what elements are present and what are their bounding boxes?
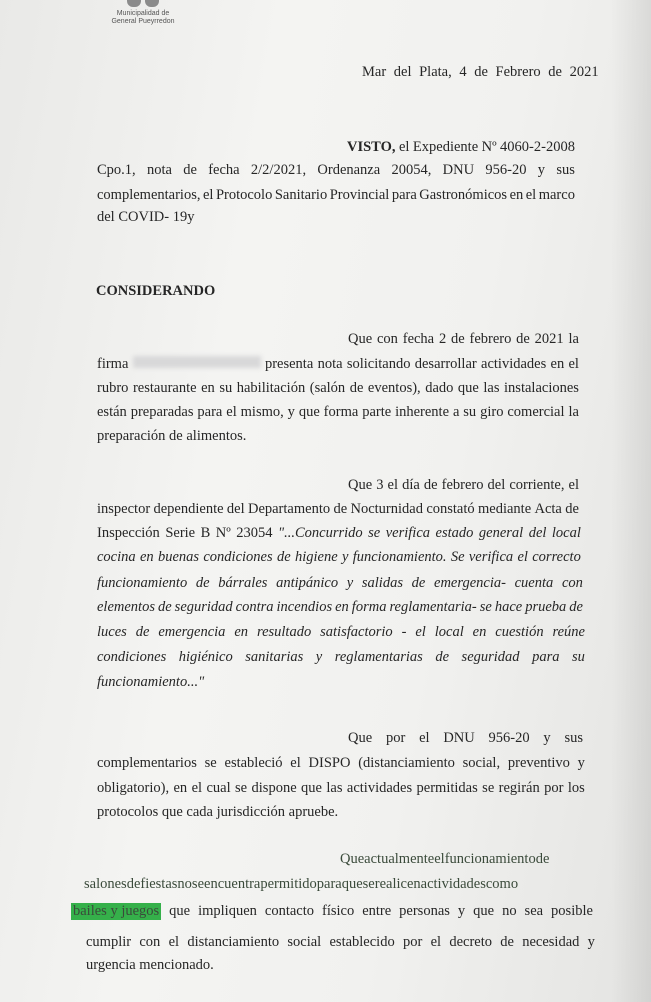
word: el xyxy=(202,187,214,203)
paragraph3-line-1 xyxy=(348,730,583,747)
word: en xyxy=(472,624,487,640)
word: 2 xyxy=(438,331,447,347)
word: se xyxy=(479,599,492,615)
word: y xyxy=(287,404,295,420)
word: entre xyxy=(362,903,392,919)
word: no xyxy=(177,876,192,892)
word: y xyxy=(587,934,595,950)
word: complementarios, xyxy=(97,187,201,203)
word: corriente, xyxy=(509,477,565,493)
word: día xyxy=(402,477,420,493)
paragraph1-line-2 xyxy=(97,356,579,373)
word: eventos), xyxy=(367,380,421,396)
paragraph3-line-2 xyxy=(97,755,585,772)
word: verifica xyxy=(468,549,514,565)
visto-line-3 xyxy=(97,187,575,204)
word: reglamentarias xyxy=(334,649,423,665)
word: que xyxy=(301,780,322,796)
logo-line-1: Municipalidad de xyxy=(116,10,170,17)
word: inspector xyxy=(97,501,151,517)
word: salones xyxy=(84,876,127,892)
word: el xyxy=(525,187,537,203)
word: actividades xyxy=(481,356,547,372)
word: funcionamiento xyxy=(444,851,536,867)
word: sea xyxy=(524,903,544,919)
word: de xyxy=(569,599,583,615)
word: se xyxy=(235,780,248,796)
word: Serie xyxy=(165,525,196,541)
word: regirán xyxy=(498,780,540,796)
word: luces xyxy=(97,624,127,640)
word: que xyxy=(457,380,479,396)
word: seguridad xyxy=(174,599,233,615)
word: en xyxy=(509,187,524,203)
paragraph2-line-2 xyxy=(97,501,579,518)
word: funcionamiento. xyxy=(352,549,447,565)
coat-of-arms-icon xyxy=(123,0,163,10)
word: que xyxy=(169,903,191,919)
word: la xyxy=(568,404,579,420)
word: emergencia- xyxy=(434,575,506,591)
word: las xyxy=(483,380,500,396)
word: su xyxy=(571,649,585,665)
word: el xyxy=(415,624,426,640)
word: fecha xyxy=(402,331,435,347)
word: presenta xyxy=(264,356,314,372)
word: de xyxy=(195,575,210,591)
paragraph3-line-4: protocolos que cada jurisdicción apruebe. xyxy=(97,804,339,820)
word: están xyxy=(97,404,127,420)
word: condiciones xyxy=(203,549,273,565)
word: comercial xyxy=(507,404,565,420)
word: y xyxy=(543,730,551,746)
word: instalaciones xyxy=(504,380,579,396)
word: higiénico xyxy=(178,649,233,665)
word: emergencia xyxy=(158,624,226,640)
word: Que xyxy=(348,477,373,493)
word: estado xyxy=(435,525,474,541)
word: hace xyxy=(494,599,523,615)
word: 23054 xyxy=(236,525,273,541)
paragraph1-line-1 xyxy=(348,331,579,348)
word: se xyxy=(362,876,375,892)
word: buenas xyxy=(157,549,200,565)
word: y xyxy=(346,575,354,591)
word: decreto xyxy=(449,934,492,950)
word: el xyxy=(398,139,410,155)
word: de xyxy=(516,331,530,347)
word: sanitarias xyxy=(245,649,304,665)
word: el xyxy=(168,934,180,950)
word: dado xyxy=(425,380,454,396)
word: con xyxy=(139,934,161,950)
word: seguridad xyxy=(461,649,520,665)
word: DISPO xyxy=(308,755,351,771)
word: por xyxy=(402,934,423,950)
word: por xyxy=(544,780,564,796)
word: para xyxy=(391,187,417,203)
word: correcto xyxy=(532,549,581,565)
word: del xyxy=(528,525,547,541)
word: general xyxy=(478,525,524,541)
word: de xyxy=(565,501,579,517)
word: en xyxy=(201,380,215,396)
paragraph2-line-5 xyxy=(97,575,583,592)
word: en xyxy=(139,549,154,565)
word: el xyxy=(568,356,579,372)
word: de xyxy=(183,162,197,178)
word: social xyxy=(287,934,322,950)
word: desarrollar xyxy=(414,356,477,372)
word: 2021 xyxy=(534,331,564,347)
word: obligatorio), xyxy=(97,780,170,796)
visto-line-1 xyxy=(347,139,575,156)
word: actividades xyxy=(346,780,413,796)
word: su xyxy=(463,404,477,420)
visto-line-4: del COVID- 19y xyxy=(97,209,195,225)
word: de xyxy=(435,649,450,665)
word: DNU xyxy=(442,162,475,178)
word: incendios xyxy=(276,599,333,615)
word: en xyxy=(173,780,188,796)
municipal-logo xyxy=(98,0,188,26)
word: Protocolo xyxy=(215,187,273,203)
word: prueba xyxy=(525,599,567,615)
word: contacto xyxy=(264,903,315,919)
word: febrero xyxy=(441,477,484,493)
word: necesidad xyxy=(522,934,580,950)
paragraph4-line-1 xyxy=(340,851,601,868)
word: que xyxy=(298,404,320,420)
word: parte xyxy=(362,404,392,420)
word: de xyxy=(349,380,364,396)
word: el xyxy=(290,755,301,771)
word: en xyxy=(335,599,349,615)
word: Que xyxy=(348,331,373,347)
word: local xyxy=(434,624,464,640)
paragraph3-line-3 xyxy=(97,780,585,797)
word: de xyxy=(451,331,465,347)
word: constató xyxy=(426,501,475,517)
firma-label: firma xyxy=(97,356,129,372)
word: rubro xyxy=(97,380,129,396)
word: Nocturnidad xyxy=(350,501,423,517)
word: permitido xyxy=(260,876,317,892)
word: salidas xyxy=(361,575,403,591)
word: elementos xyxy=(97,599,155,615)
word: se xyxy=(368,525,381,541)
word: el xyxy=(226,404,237,420)
word: establecido xyxy=(329,934,395,950)
word: su xyxy=(219,380,233,396)
word: se xyxy=(204,755,217,771)
word: preventivo xyxy=(507,755,570,771)
word: por xyxy=(385,730,406,746)
word: mediante xyxy=(477,501,532,517)
word: estableció xyxy=(224,755,283,771)
word: el xyxy=(568,477,579,493)
word: cuenta xyxy=(514,575,554,591)
word: de xyxy=(500,934,514,950)
word: forma xyxy=(323,404,359,420)
word: dispone xyxy=(251,780,297,796)
word: no xyxy=(502,903,517,919)
word: higiene xyxy=(294,549,338,565)
word: con xyxy=(561,575,583,591)
word: con xyxy=(376,331,398,347)
word: giro xyxy=(480,404,504,420)
word: Inspección xyxy=(97,525,160,541)
word: 956-20 xyxy=(488,730,530,746)
word: (distanciamiento xyxy=(358,755,455,771)
word: de xyxy=(135,624,150,640)
word: a xyxy=(452,404,460,420)
word: los xyxy=(567,780,585,796)
paragraph4-line-3 xyxy=(71,903,593,920)
paragraph2-line-3 xyxy=(97,525,581,542)
paragraph4-line-5: urgencia mencionado. xyxy=(86,957,214,973)
word: la xyxy=(568,331,579,347)
word: el xyxy=(387,477,399,493)
word: 20054, xyxy=(391,162,432,178)
word: preparadas xyxy=(130,404,194,420)
word: como xyxy=(485,876,519,892)
word: verifica xyxy=(385,525,431,541)
word: "...Concurrido xyxy=(278,525,363,541)
word: de xyxy=(157,599,172,615)
word: para xyxy=(197,404,223,420)
word: y xyxy=(457,903,466,919)
word: funcionamiento xyxy=(97,575,188,591)
word: permitidas xyxy=(416,780,478,796)
word: de xyxy=(411,575,426,591)
word: 4060-2-2008 xyxy=(500,139,575,155)
word: y xyxy=(537,162,546,178)
word: y xyxy=(315,649,323,665)
word: impliquen xyxy=(198,903,257,919)
word: resultado xyxy=(256,624,312,640)
word: complementarios xyxy=(97,755,197,771)
paragraph4-line-2 xyxy=(84,876,601,893)
word: y xyxy=(341,549,349,565)
word: cumplir xyxy=(86,934,132,950)
redacted-name xyxy=(133,356,261,368)
word: 956-20 xyxy=(485,162,527,178)
word: Que xyxy=(348,730,373,746)
considerando-heading: CONSIDERANDO xyxy=(96,283,216,299)
word: restaurante xyxy=(132,380,197,396)
word: contra xyxy=(235,599,274,615)
word: del xyxy=(226,501,245,517)
word: actividades xyxy=(420,876,486,892)
word: el xyxy=(191,780,203,796)
word: social, xyxy=(462,755,501,771)
word: sus xyxy=(564,730,583,746)
word: posible xyxy=(551,903,593,919)
word: febrero xyxy=(469,331,512,347)
paragraph2-line-7 xyxy=(97,624,585,641)
paragraph2-line-9: funcionamiento..." xyxy=(97,674,205,690)
word: Nº xyxy=(481,139,497,155)
word: en xyxy=(550,356,565,372)
word: realicen xyxy=(374,876,421,892)
word: de xyxy=(423,477,438,493)
paragraph1-line-5: preparación de alimentos. xyxy=(97,428,247,444)
word: el xyxy=(419,730,430,746)
highlighted-text: bailes y juegos xyxy=(73,903,160,919)
word: B xyxy=(200,525,211,541)
word: antipánico xyxy=(276,575,339,591)
paragraph2-line-4 xyxy=(97,549,581,566)
word: de xyxy=(276,549,291,565)
word: sus xyxy=(556,162,575,178)
word: se xyxy=(482,780,495,796)
word: Provincial xyxy=(329,187,390,203)
word: encuentra xyxy=(204,876,261,892)
word: reúne xyxy=(552,624,585,640)
word: (salón xyxy=(309,380,346,396)
word: en xyxy=(234,624,249,640)
word: - xyxy=(401,624,407,640)
word: de xyxy=(535,851,550,867)
word: nota xyxy=(146,162,172,178)
word: condiciones xyxy=(97,649,167,665)
word: Departamento xyxy=(247,501,331,517)
word: Se xyxy=(450,549,465,565)
word: mismo, xyxy=(240,404,284,420)
word: fecha xyxy=(208,162,240,178)
word: las xyxy=(326,780,343,796)
word: de xyxy=(126,876,141,892)
word: de xyxy=(333,501,348,517)
logo-line-2: General Pueyrredon xyxy=(111,18,175,25)
word: se xyxy=(191,876,205,892)
word: fiestas xyxy=(140,876,178,892)
word: Nº xyxy=(215,525,231,541)
word: Que xyxy=(340,851,365,867)
word: forma xyxy=(351,599,387,615)
word: reglamentaria- xyxy=(389,599,477,615)
word: marco xyxy=(538,187,575,203)
word: el xyxy=(430,934,442,950)
word: físico xyxy=(322,903,355,919)
word: Gastronómicos xyxy=(419,187,508,203)
word: solicitando xyxy=(346,356,411,372)
paragraph2-line-6 xyxy=(97,599,583,616)
word: distanciamiento xyxy=(187,934,280,950)
word: cuestión xyxy=(495,624,544,640)
word: Cpo.1, xyxy=(97,162,136,178)
visto-label: VISTO, xyxy=(347,139,396,155)
word: satisfactorio xyxy=(320,624,393,640)
word: actualmente xyxy=(364,851,435,867)
word: dependiente xyxy=(153,501,224,517)
word: para xyxy=(316,876,342,892)
word: 3 xyxy=(376,477,384,493)
word: el xyxy=(517,549,528,565)
word: Ordenanza xyxy=(317,162,381,178)
word: del xyxy=(487,477,506,493)
word: y xyxy=(577,755,585,771)
word: DNU xyxy=(443,730,475,746)
word: 2/2/2021, xyxy=(250,162,307,178)
word: local xyxy=(551,525,581,541)
word: que xyxy=(473,903,495,919)
word: Expediente xyxy=(412,139,479,155)
word: habilitación xyxy=(236,380,306,396)
word: Sanitario xyxy=(274,187,328,203)
word: personas xyxy=(399,903,450,919)
word: cual xyxy=(206,780,231,796)
word: bárrales xyxy=(218,575,268,591)
paragraph2-line-1 xyxy=(348,477,579,494)
word: para xyxy=(532,649,560,665)
word: el xyxy=(434,851,445,867)
word: inherente xyxy=(395,404,450,420)
document-date: Mar del Plata, 4 de Febrero de 2021 xyxy=(362,64,599,80)
word: que xyxy=(341,876,363,892)
paragraph4-line-4 xyxy=(86,934,595,951)
word: cocina xyxy=(97,549,136,565)
visto-line-2 xyxy=(97,162,575,179)
paragraph2-line-8 xyxy=(97,649,585,666)
paragraph1-line-4 xyxy=(97,404,579,421)
word: Acta xyxy=(534,501,562,517)
paragraph1-line-3 xyxy=(97,380,579,397)
word: nota xyxy=(317,356,343,372)
